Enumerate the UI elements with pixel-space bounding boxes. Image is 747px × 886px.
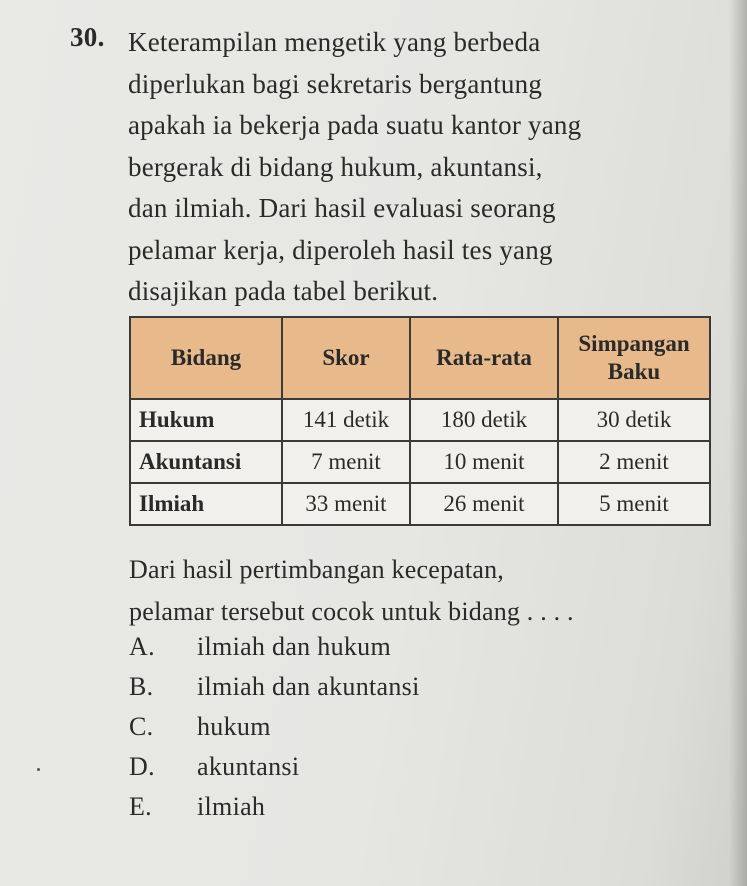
header-bidang: Bidang — [130, 317, 282, 399]
question-line: Keterampilan mengetik yang berbeda — [128, 27, 541, 57]
table-row — [130, 399, 710, 441]
option-text: ilmiah dan akuntansi — [197, 672, 420, 701]
option-c[interactable] — [129, 707, 420, 747]
table-row — [130, 441, 710, 483]
option-letter: A. — [129, 632, 155, 661]
table-header-row — [130, 317, 710, 399]
option-letter: B. — [129, 672, 154, 701]
option-b[interactable] — [129, 667, 420, 707]
cell-simpangan-baku: 2 menit — [558, 441, 710, 483]
header-simpangan-baku — [558, 317, 710, 399]
cell-rata-rata: 26 menit — [410, 483, 558, 525]
header-skor: Skor — [282, 317, 410, 399]
question-line: bergerak di bidang hukum, akuntansi, — [128, 151, 543, 182]
option-text: ilmiah dan hukum — [197, 632, 391, 661]
score-table — [129, 316, 711, 526]
question-text — [128, 22, 688, 313]
cell-simpangan-baku: 5 menit — [558, 483, 710, 525]
answer-options — [129, 627, 420, 827]
cell-bidang: Akuntansi — [130, 441, 282, 483]
option-e[interactable] — [129, 787, 420, 827]
option-text: ilmiah — [197, 792, 266, 821]
header-rata-rata: Rata-rata — [410, 317, 558, 399]
prompt-line: Dari hasil pertimbangan kecepatan, — [129, 555, 504, 584]
question-prompt — [129, 549, 729, 632]
header-simpangan-line1: Simpangan — [578, 331, 690, 356]
cell-rata-rata: 180 detik — [410, 399, 558, 441]
option-text: akuntansi — [197, 752, 300, 781]
option-d[interactable] — [129, 747, 420, 787]
cell-bidang: Ilmiah — [130, 483, 282, 525]
question-number: 30. — [70, 22, 105, 52]
cell-simpangan-baku: 30 detik — [558, 399, 710, 441]
option-letter: D. — [129, 752, 155, 781]
option-letter: C. — [129, 712, 154, 741]
page-edge-shadow — [729, 0, 747, 886]
question-line: diperlukan bagi sekretaris bergantung — [128, 68, 543, 99]
question-line: apakah ia bekerja pada suatu kantor yang — [128, 110, 582, 140]
option-a[interactable] — [129, 627, 420, 667]
prompt-line: pelamar tersebut cocok untuk bidang . . . . — [129, 596, 574, 626]
cell-skor: 141 detik — [282, 399, 410, 441]
cell-bidang: Hukum — [130, 399, 282, 441]
stray-dot-mark — [37, 768, 40, 771]
question-line: disajikan pada tabel berikut. — [128, 276, 439, 306]
table-row — [130, 483, 710, 525]
option-letter: E. — [129, 792, 152, 821]
cell-skor: 33 menit — [282, 483, 410, 525]
question-line: pelamar kerja, diperoleh hasil tes yang — [128, 234, 553, 265]
question-line: dan ilmiah. Dari hasil evaluasi seorang — [128, 193, 556, 223]
option-text: hukum — [197, 712, 271, 741]
cell-rata-rata: 10 menit — [410, 441, 558, 483]
cell-skor: 7 menit — [282, 441, 410, 483]
header-simpangan-line2: Baku — [607, 359, 661, 384]
